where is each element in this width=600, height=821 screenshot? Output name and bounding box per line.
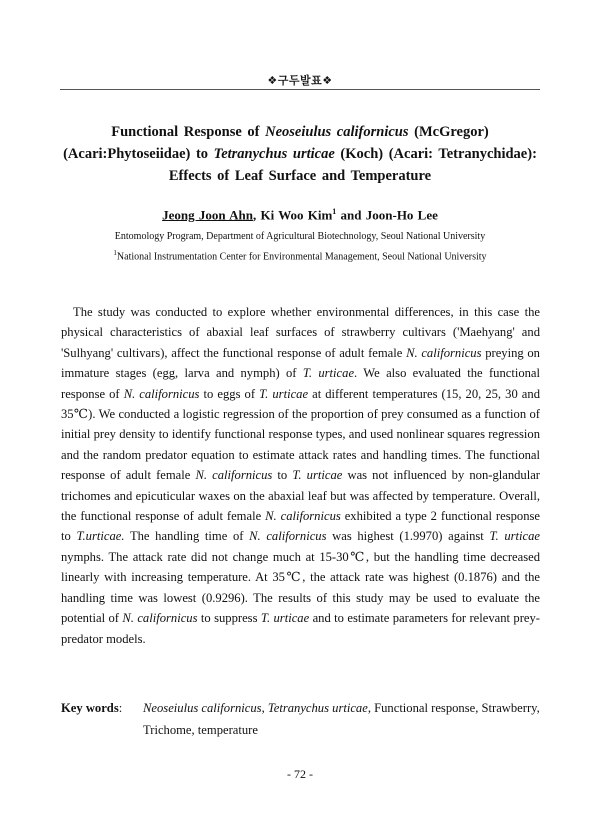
title-text: Functional Response of bbox=[111, 124, 266, 140]
abstract-text: to suppress bbox=[197, 611, 261, 626]
author-list bbox=[60, 207, 540, 223]
abstract-text: . We also evaluated the functional response of bbox=[61, 366, 541, 401]
species-name: N. californicus bbox=[265, 509, 341, 524]
title-text: (Acari:Phytoseiidae) to bbox=[63, 146, 214, 162]
species-name: T.urticae. bbox=[76, 529, 125, 544]
title-species: Tetranychus urticae bbox=[213, 146, 335, 162]
keyword: Tetranychus urticae bbox=[267, 701, 368, 715]
title-text: (Koch) (Acari: Tetranychidae): bbox=[334, 146, 537, 162]
header-rule bbox=[60, 89, 540, 90]
title-text: (McGregor) bbox=[408, 124, 489, 140]
page-number: - 72 - bbox=[287, 767, 313, 781]
abstract-text: at different temperatures (15, 20, 25, 30 and 35℃). We conducted a logistic regression of the proportion of prey consumed as a function of initial prey density to identify functional response types, and used nonlinear squares regression and the random predator equation to estimate attack rates and handling times. The functional response of adult female bbox=[61, 386, 540, 483]
author-separator: , bbox=[252, 207, 261, 223]
title-species: Neoseiulus californicus bbox=[265, 124, 409, 140]
title-line-1 bbox=[50, 121, 550, 143]
abstract-text: The handling time of bbox=[124, 529, 250, 544]
author-2-affiliation-mark: 1 bbox=[332, 207, 337, 216]
abstract bbox=[61, 302, 540, 649]
species-name: N. californicus bbox=[195, 468, 273, 483]
abstract-text: to bbox=[272, 468, 293, 483]
affiliation-text: National Instrumentation Center for Environmental Management, Seoul National University bbox=[116, 251, 487, 263]
species-name: T. urticae bbox=[489, 529, 540, 544]
species-name: T. urticae bbox=[292, 468, 343, 483]
affiliation-1: Entomology Program, Department of Agricultural Biotechnology, Seoul National University bbox=[114, 231, 486, 242]
species-name: T. urticae bbox=[259, 386, 309, 401]
section-header: ❖구두발표❖ bbox=[267, 74, 333, 87]
keywords-label: Key words bbox=[61, 701, 119, 715]
abstract-text: preying on immature stages (egg, larva and nymph) of bbox=[61, 345, 540, 381]
species-name: T. urticae bbox=[302, 366, 355, 381]
affiliation-mark: 1 bbox=[113, 249, 117, 257]
species-name: T. urticae bbox=[260, 611, 310, 626]
title-line-3: Effects of Leaf Surface and Temperature bbox=[168, 168, 432, 184]
species-name: N. californicus bbox=[406, 345, 482, 360]
abstract-text: was highest (1.9970) against bbox=[326, 529, 490, 544]
abstract-text: was not influenced by non-glandular trichomes and epicuticular waxes on the abaxial leaf but was affected by temperature. Overall, the functional response of adult female bbox=[61, 468, 541, 524]
author-2: Ki Woo Kim bbox=[260, 207, 333, 223]
abstract-text: and to estimate parameters for relevant prey-predator models. bbox=[61, 611, 540, 646]
affiliation-2 bbox=[60, 245, 540, 265]
author-3: Joon-Ho Lee bbox=[365, 207, 438, 223]
keywords-colon: : bbox=[118, 701, 123, 715]
keywords-list bbox=[143, 697, 540, 741]
keyword-separator: , bbox=[261, 701, 268, 715]
species-name: N. californicus bbox=[123, 386, 200, 401]
paper-title bbox=[50, 121, 550, 187]
author-1: Jeong Joon Ahn bbox=[162, 207, 253, 223]
affiliations bbox=[60, 229, 540, 265]
author-separator: and bbox=[336, 207, 366, 223]
abstract-text: to eggs of bbox=[199, 386, 260, 401]
abstract-text: exhibited a type 2 functional response to bbox=[61, 509, 540, 544]
abstract-text: nymphs. The attack rate did not change much at 15-30℃, but the handling time decreased linearly with increasing temperature. At 35℃, the attack rate was highest (0.1876) and the handling time was lowest (0.9296). The results of this study may be used to evaluate the potential of bbox=[61, 549, 540, 626]
species-name: N. californicus bbox=[122, 611, 198, 626]
keyword: , Functional response, Strawberry, Trichome, temperature bbox=[143, 701, 540, 737]
abstract-text: The study was conducted to explore whether environmental differences, in this case the physical characteristics of abaxial leaf surfaces of strawberry cultivars ('Maehyang' and 'Sulhyang' cultivars), affect the functional response of adult female bbox=[61, 305, 540, 360]
keywords bbox=[61, 697, 540, 737]
species-name: N. californicus bbox=[249, 529, 327, 544]
title-line-2 bbox=[50, 143, 550, 165]
keyword: Neoseiulus californicus bbox=[143, 701, 262, 715]
